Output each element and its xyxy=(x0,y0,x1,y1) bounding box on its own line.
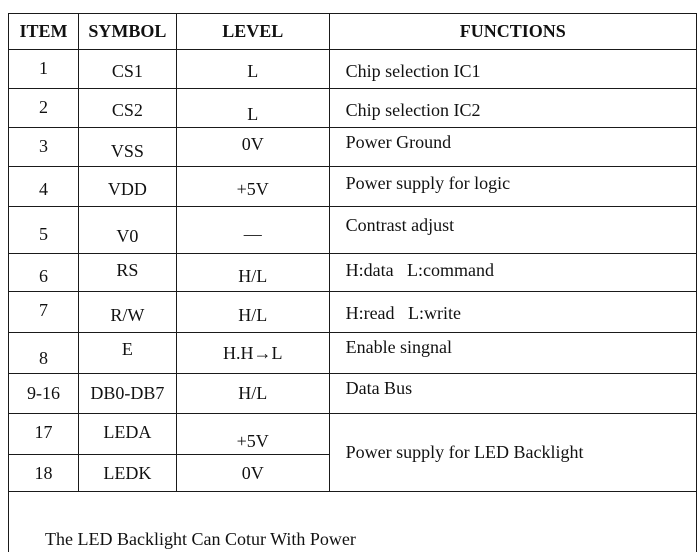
table-row xyxy=(9,292,697,333)
symbol-cell: VDD xyxy=(78,167,176,207)
item-cell: 5 xyxy=(9,207,79,254)
note-text: The LED Backlight Can Cotur With Power xyxy=(45,529,696,550)
table-row xyxy=(9,207,697,254)
header-level: LEVEL xyxy=(176,14,329,50)
symbol-cell: E xyxy=(78,333,176,374)
level-cell: H.H→L xyxy=(176,333,329,374)
item-cell: 1 xyxy=(9,50,79,89)
symbol-cell: VSS xyxy=(78,128,176,167)
note-cell xyxy=(9,492,697,552)
level-cell: L xyxy=(176,50,329,89)
function-cell: Power supply for LED Backlight xyxy=(329,414,696,492)
symbol-cell: LEDK xyxy=(78,455,176,492)
item-cell: 8 xyxy=(9,333,79,374)
item-cell: 7 xyxy=(9,292,79,333)
symbol-cell: R/W xyxy=(78,292,176,333)
table-row xyxy=(9,89,697,128)
table-row xyxy=(9,254,697,292)
function-cell: Chip selection IC2 xyxy=(329,89,696,128)
function-cell: Enable singnal xyxy=(329,333,696,374)
level-cell: H/L xyxy=(176,254,329,292)
symbol-cell: RS xyxy=(78,254,176,292)
level-cell: H/L xyxy=(176,292,329,333)
header-row xyxy=(9,14,697,50)
pin-function-table xyxy=(8,13,697,552)
level-cell: — xyxy=(176,207,329,254)
header-functions: FUNCTIONS xyxy=(329,14,696,50)
table-row xyxy=(9,414,697,455)
function-cell: Power supply for logic xyxy=(329,167,696,207)
note-row xyxy=(9,492,697,552)
item-cell: 3 xyxy=(9,128,79,167)
function-cell: Chip selection IC1 xyxy=(329,50,696,89)
level-cell: 0V xyxy=(176,455,329,492)
symbol-cell: V0 xyxy=(78,207,176,254)
level-cell: L xyxy=(176,89,329,128)
level-cell: +5V xyxy=(176,414,329,455)
level-cell: 0V xyxy=(176,128,329,167)
header-item: ITEM xyxy=(9,14,79,50)
table-row xyxy=(9,167,697,207)
level-cell: +5V xyxy=(176,167,329,207)
table-row xyxy=(9,128,697,167)
table-row xyxy=(9,333,697,374)
level-cell: H/L xyxy=(176,374,329,414)
item-cell: 6 xyxy=(9,254,79,292)
symbol-cell: DB0-DB7 xyxy=(78,374,176,414)
function-cell: Data Bus xyxy=(329,374,696,414)
table-row xyxy=(9,374,697,414)
symbol-cell: CS2 xyxy=(78,89,176,128)
item-cell: 17 xyxy=(9,414,79,455)
item-cell: 9-16 xyxy=(9,374,79,414)
function-cell: H:read L:write xyxy=(329,292,696,333)
function-cell: Contrast adjust xyxy=(329,207,696,254)
item-cell: 4 xyxy=(9,167,79,207)
item-cell: 18 xyxy=(9,455,79,492)
item-cell: 2 xyxy=(9,89,79,128)
symbol-cell: CS1 xyxy=(78,50,176,89)
header-symbol: SYMBOL xyxy=(78,14,176,50)
function-cell: Power Ground xyxy=(329,128,696,167)
table-row xyxy=(9,50,697,89)
function-cell: H:data L:command xyxy=(329,254,696,292)
symbol-cell: LEDA xyxy=(78,414,176,455)
